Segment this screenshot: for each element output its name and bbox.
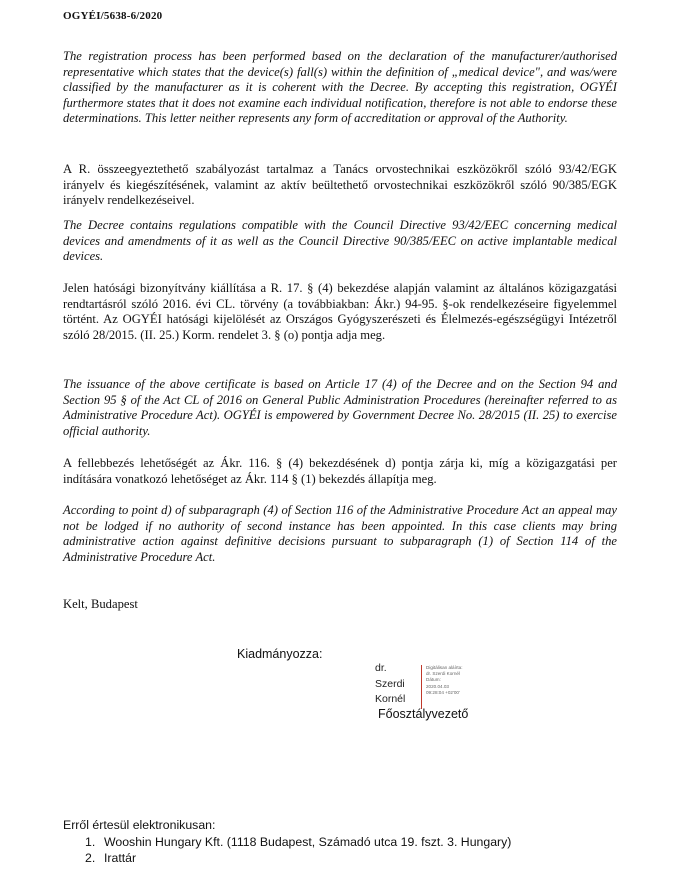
paragraph-appeal-en: According to point d) of subparagraph (4) of Section 116 of the Administrative Procedure Act an appeal may not be lodged if no authority of second instance has been appointed. In this case clients may bring administrative action against definitive decisions pursuant to subparagraph (1) of Section 114 of the Administrative Procedure Act. bbox=[63, 503, 617, 564]
recipient-list bbox=[85, 834, 511, 866]
signature-divider bbox=[421, 665, 422, 709]
place-of-issue: Kelt, Budapest bbox=[63, 597, 138, 611]
paragraph-certificate-en: The issuance of the above certificate is based on Article 17 (4) of the Decree and on the Section 94 and Section 95 § of the Act CL of 2016 on General Public Administration Procedures (hereinafter referred to as Administrative Procedure Act). OGYÉI is empowered by Government Decree No. 28/2015 (II. 25) to exercise official authority. bbox=[63, 377, 617, 438]
list-item: 2. Irattár bbox=[85, 851, 137, 865]
signature-name: dr. Szerdi Kornél bbox=[375, 662, 406, 705]
paragraph-decree-en: The Decree contains regulations compatible with the Council Directive 93/42/EEC concerning medical devices and amendments of it as well as the Council Directive 90/385/EEC on active implantable medical devices. bbox=[63, 218, 617, 264]
paragraph-appeal-hu: A fellebbezés lehetőségét az Ákr. 116. § (4) bekezdésének d) pontja zárja ki, míg a közigazgatási per indítására vonatkozó lehetőséget az Ákr. 114 § (1) bekezdés állapítja meg. bbox=[63, 456, 617, 486]
list-item: 1. Wooshin Hungary Kft. (1118 Budapest, Számadó utca 19. fszt. 3. Hungary) bbox=[85, 835, 512, 849]
paragraph-certificate-hu: Jelen hatósági bizonyítvány kiállítása a R. 17. § (4) bekezdése alapján valamint az általános közigazgatási rendtartásról szóló 2016. évi CL. törvény (a továbbiakban: Ákr.) 94-95. §-ok rendelkezéseire figyelemmel történt. Az OGYÉI hatósági kijelölését az Országos Gyógyszerészeti és Élelmezés-egészségügyi Intézetről szóló 28/2015. (II. 25.) Korm. rendelet 3. § (o) pontja adja meg. bbox=[63, 281, 617, 342]
paragraph-decree-hu: A R. összeegyeztethető szabályozást tartalmaz a Tanács orvostechnikai eszközökről szóló 93/42/EGK irányelv és kiegészítésének, valamint az aktív beültethető orvostechnikai eszközökről szóló 90/385/EGK irányelv rendelkezéseivel. bbox=[63, 162, 617, 208]
paragraph-registration-en: The registration process has been performed based on the declaration of the manufacturer/authorised representative which states that the device(s) fall(s) within the definition of „medical device", and was/were classified by the manufacturer as it is coherent with the Decree. By accepting this registration, OGYÉI furthermore states that it does not examine each individual notification, therefore is not able to endorse these determinations. This letter neither represents any form of accreditation or approval of the Authority. bbox=[63, 49, 617, 126]
issuer-label: Kiadmányozza: bbox=[237, 647, 323, 661]
notification-heading: Erről értesül elektronikusan: bbox=[63, 818, 216, 832]
document-reference: OGYÉI/5638-6/2020 bbox=[63, 10, 163, 22]
signature-details: Digitálisan aláírta: dr. Szerdi Kornél Dátum: 2020.04.03 09:28:04 +02'00' bbox=[426, 665, 463, 695]
signatory-title: Főosztályvezető bbox=[378, 707, 469, 721]
